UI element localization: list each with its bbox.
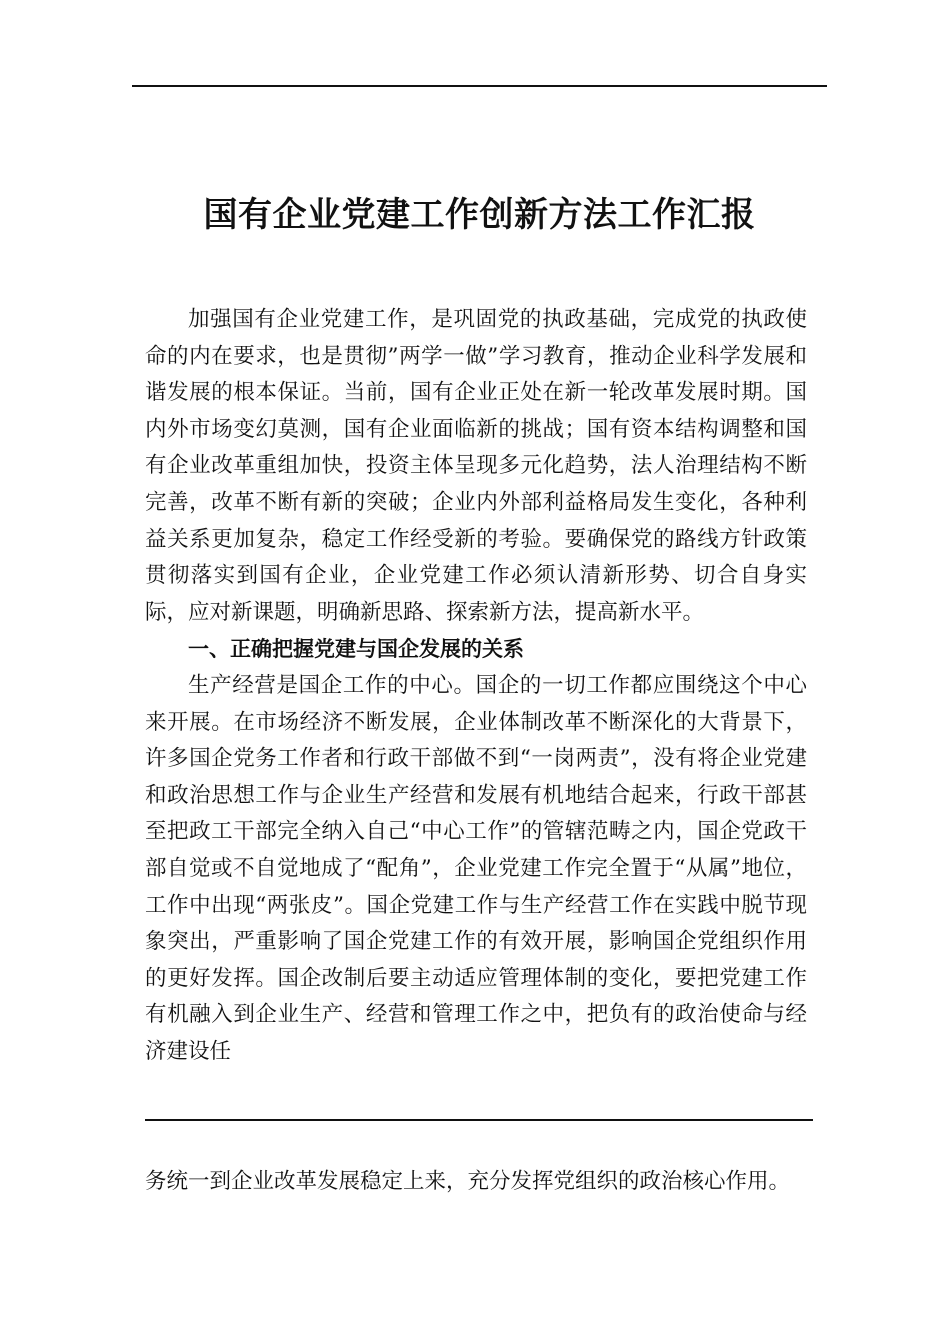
header-rule bbox=[132, 85, 827, 87]
section-heading: 一、正确把握党建与国企发展的关系 bbox=[188, 637, 524, 662]
section-paragraph: 生产经营是国企工作的中心。国企的一切工作都应围绕这个中心来开展。在市场经济不断发展，企业体制改革不断深化的大背景下，许多国企党务工作者和行政干部做不到“一岗两责”，没有将企业党建和政治思想工作与企业生产经营和发展有机地结合起来，行政干部甚至把政工干部完全纳入自己“中心工作”的管辖范畴之内，国企党政干部自觉或不自觉地成了“配角”，企业党建工作完全置于“从属”地位，工作中出现“两张皮”。国企党建工作与生产经营工作在实践中脱节现象突出，严重影响了国企党建工作的有效开展，影响国企党组织作用的更好发挥。国企改制后要主动适应管理体制的变化，要把党建工作有机融入到企业生产、经营和管理工作之中，把负有的政治使命与经济建设任 bbox=[145, 672, 807, 1064]
document-title: 国有企业党建工作创新方法工作汇报 bbox=[203, 195, 756, 235]
continued-paragraph: 务统一到企业改革发展稳定上来，充分发挥党组织的政治核心作用。 bbox=[145, 1169, 791, 1194]
page-break-rule bbox=[145, 1119, 813, 1121]
intro-paragraph: 加强国有企业党建工作，是巩固党的执政基础，完成党的执政使命的内在要求，也是贯彻”两学一做”学习教育，推动企业科学发展和谐发展的根本保证。当前，国有企业正处在新一轮改革发展时期。国内外市场变幻莫测，国有企业面临新的挑战；国有资本结构调整和国有企业改革重组加快，投资主体呈现多元化趋势，法人治理结构不断完善，改革不断有新的突破；企业内外部利益格局发生变化，各种利益关系更加复杂，稳定工作经受新的考验。要确保党的路线方针政策贯彻落实到国有企业，企业党建工作必须认清新形势、切合自身实际，应对新课题，明确新思路、探索新方法，提高新水平。 bbox=[145, 307, 807, 625]
document-body bbox=[145, 302, 807, 1070]
